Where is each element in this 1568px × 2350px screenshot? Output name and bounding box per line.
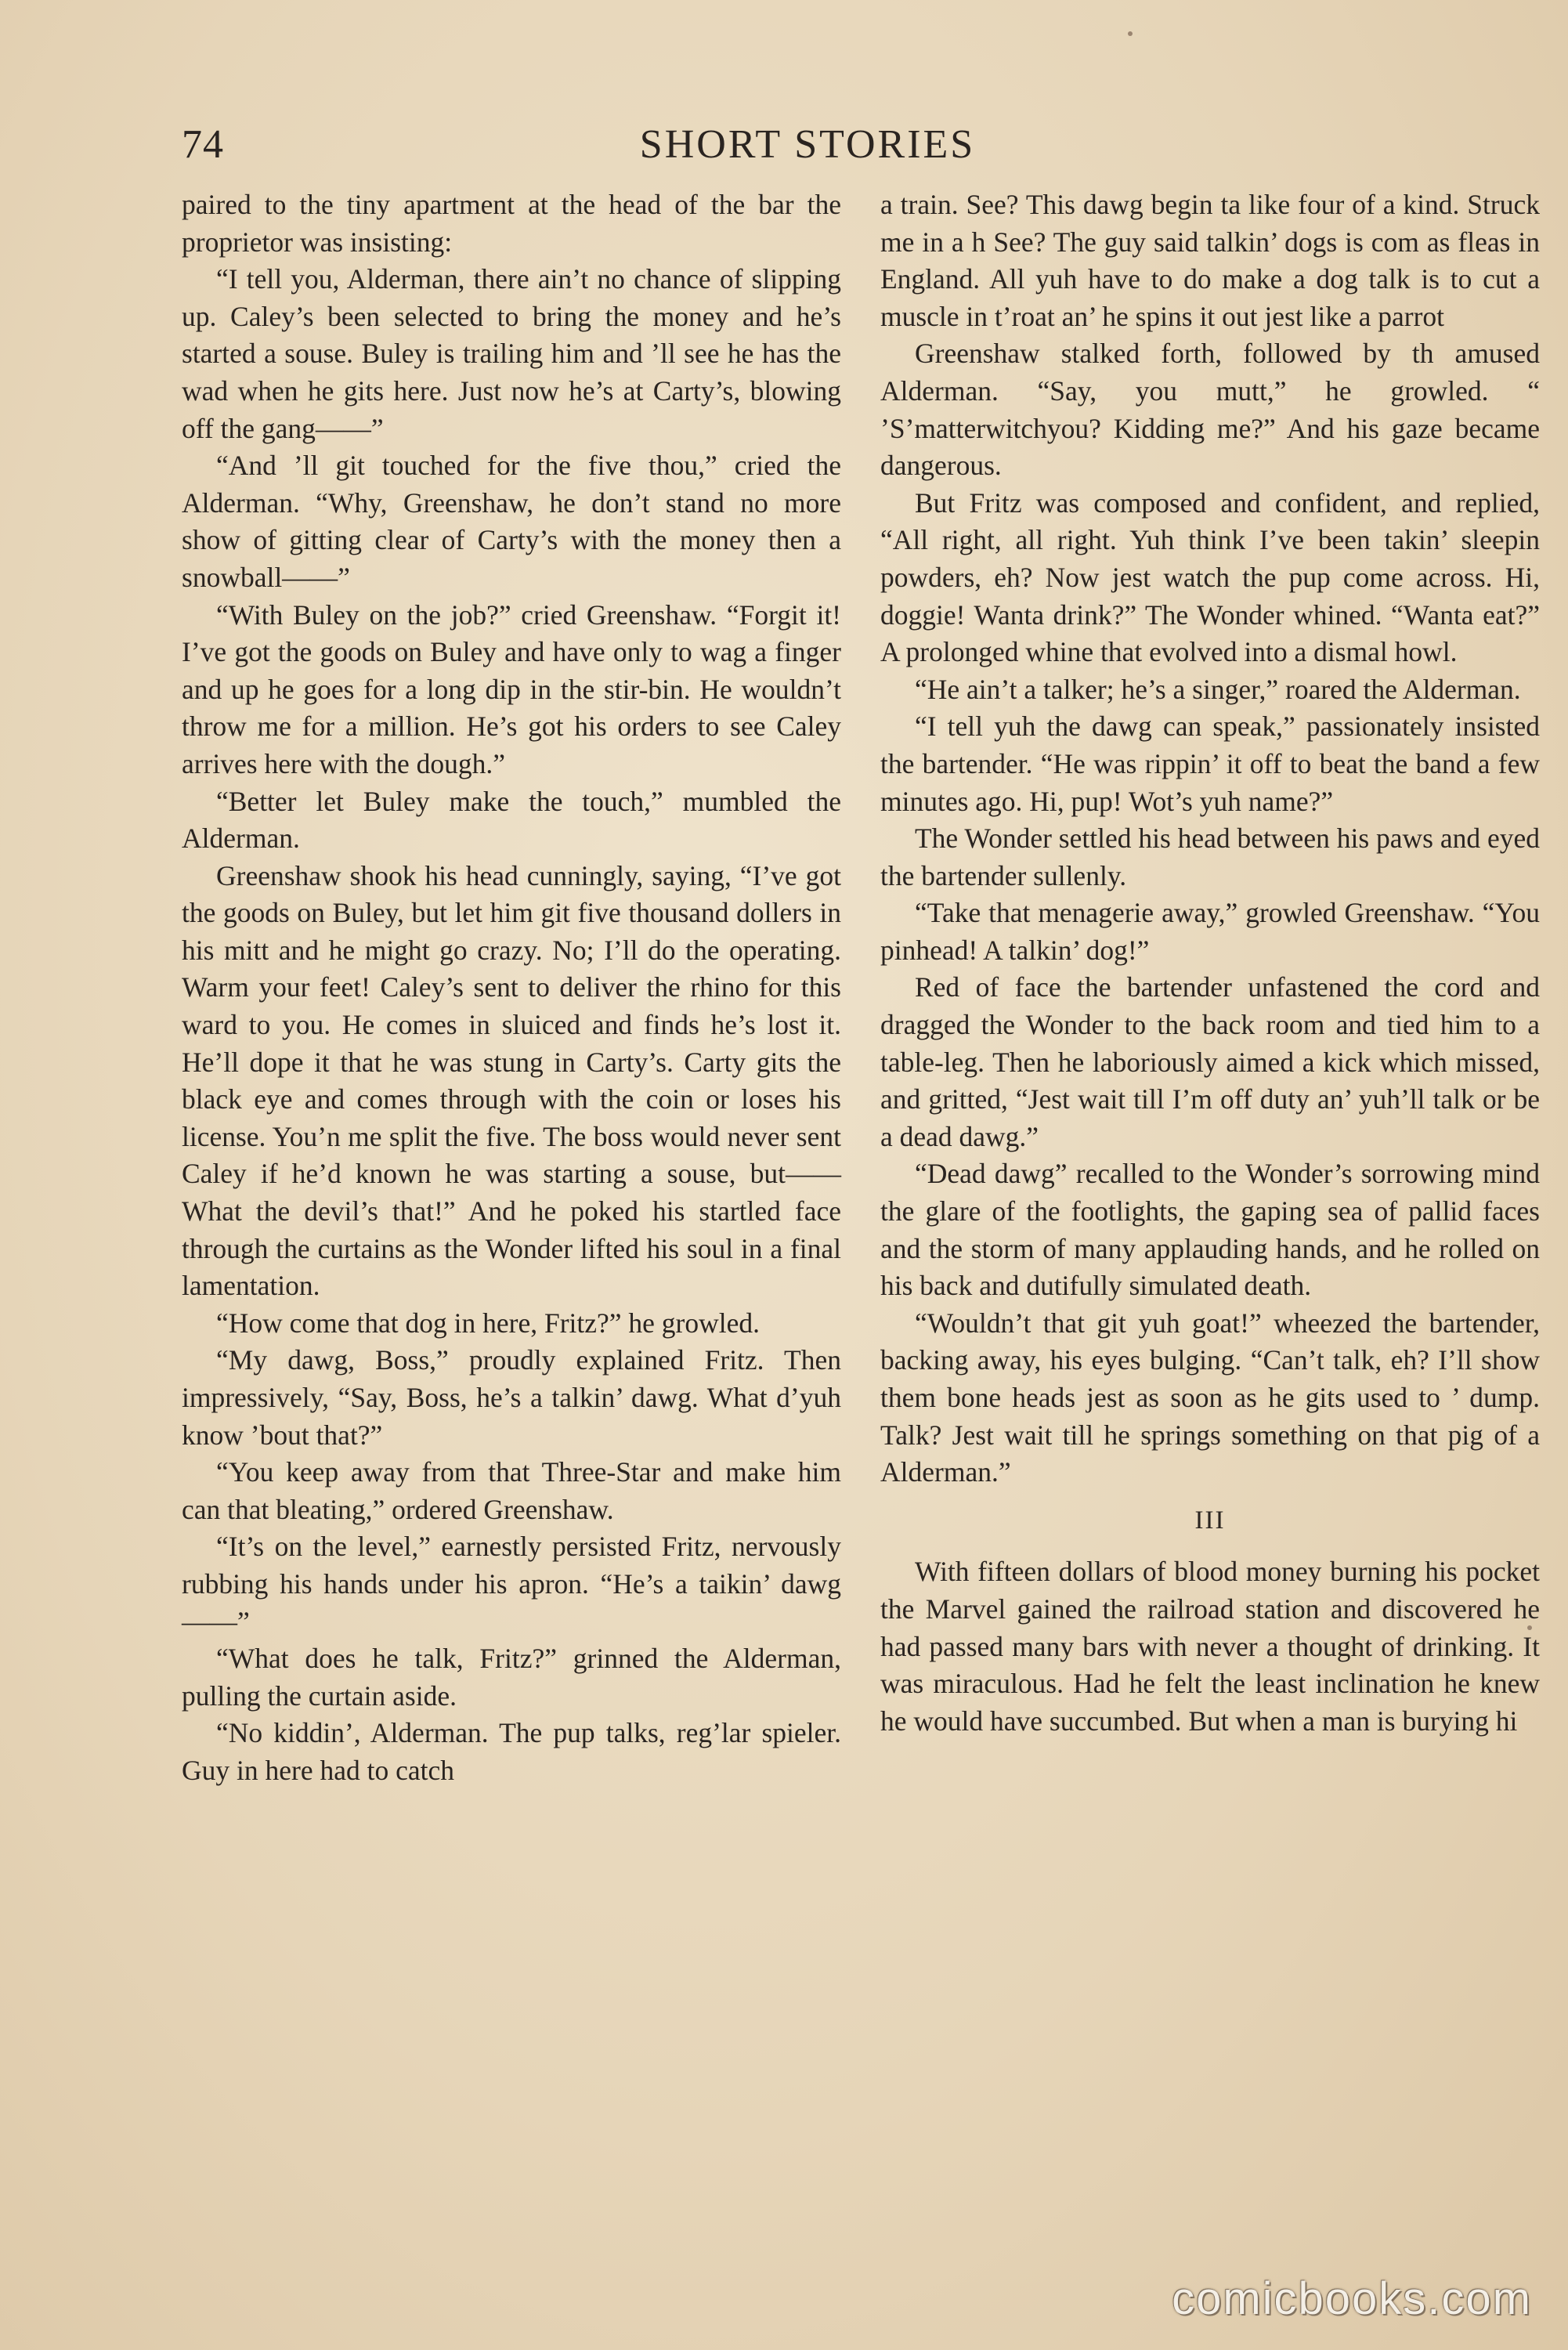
paragraph: Red of face the bartender unfastened the cord and dragged the Wonder to the back room and tied him to a table-leg. Then he laboriously aimed a kick which missed, and gritted, “Jest wait till I’m off duty an’ yuh’ll talk or be a dead dawg.” <box>880 971 1540 1152</box>
paragraph: “Wouldn’t that git yuh goat!” wheezed the bartender, backing away, his eyes bulging. “Can’t talk, eh? I’ll show them bone heads jest as soon as he gits used to ’ dump. Talk? Jest wait till he springs something on that pig of a Alderman.” <box>880 1307 1540 1488</box>
paragraph: “Dead dawg” recalled to the Wonder’s sorrowing mind the glare of the footlights, the gaping sea of pallid faces and the storm of many applauding hands, and he rolled on his back and dutifully simulated death. <box>880 1158 1540 1302</box>
running-head: SHORT STORIES <box>639 122 976 167</box>
paragraph: The Wonder settled his head between his paws and eyed the bartender sullenly. <box>880 822 1540 891</box>
paragraph: paired to the tiny apartment at the head of the bar the proprietor was insisting: <box>182 189 841 258</box>
paragraph: “What does he talk, Fritz?” grinned the Alderman, pulling the curtain aside. <box>182 1643 841 1712</box>
paper-speck <box>1128 31 1133 36</box>
paragraph: “And ’ll git touched for the five thou,” cried the Alderman. “Why, Greenshaw, he don’t stand no more show of gitting clear of Carty’s with the money then a snowball——” <box>182 450 841 593</box>
paragraph: “How come that dog in here, Fritz?” he growled. <box>216 1307 760 1339</box>
paragraph: “Take that menagerie away,” growled Greenshaw. “You pinhead! A talkin’ dog!” <box>880 897 1540 966</box>
paragraph: “I tell you, Alderman, there ain’t no chance of slipping up. Caley’s been selected to bring the money and he’s started a souse. Buley is trailing him and ’ll see he has the wad when he gits here. Just now he’s at Carty’s, blowing off the gang——” <box>182 263 841 444</box>
section-heading: III <box>1194 1506 1226 1535</box>
watermark: comicbooks.com <box>1172 2273 1532 2324</box>
paragraph: “It’s on the level,” earnestly persisted Fritz, nervously rubbing his hands under his apron. “He’s a taikin’ dawg——” <box>182 1531 841 1637</box>
paragraph: “You keep away from that Three-Star and make him can that bleating,” ordered Greenshaw. <box>182 1456 841 1525</box>
paragraph: Greenshaw stalked forth, followed by th amused Alderman. “Say, you mutt,” he growled. “ ’S’matterwitchyou? Kidding me?” And his gaze became dangerous. <box>880 338 1540 482</box>
left-column <box>182 186 841 1790</box>
paragraph: “My dawg, Boss,” proudly explained Fritz. Then impressively, “Say, Boss, he’s a talkin’ dawg. What d’yuh know ’bout that?” <box>182 1344 841 1451</box>
paragraph: “Better let Buley make the touch,” mumbled the Alderman. <box>182 785 841 855</box>
right-column <box>880 186 1540 1740</box>
paragraph: a train. See? This dawg begin ta like four of a kind. Struck me in a h See? The guy said talkin’ dogs is com as fleas in England. All yuh have to do make a dog talk is to cut a muscle in t’roat an’ he spins it out jest like a parrot <box>880 189 1540 332</box>
paragraph: “He ain’t a talker; he’s a singer,” roared the Alderman. <box>915 673 1521 705</box>
paragraph: With fifteen dollars of blood money burning his pocket the Marvel gained the railroad station and discovered he had passed many bars with never a thought of drinking. It was miraculous. Had he felt the least inclination he knew he would have succumbed. But when a man is burying hi <box>880 1556 1540 1737</box>
paragraph: “With Buley on the job?” cried Greenshaw. “Forgit it! I’ve got the goods on Buley and have only to wag a finger and up he goes for a long dip in the stir-bin. He wouldn’t throw me for a million. He’s got his orders to see Caley arrives here with the dough.” <box>182 598 841 779</box>
paragraph: “I tell yuh the dawg can speak,” passionately insisted the bartender. “He was rippin’ it off to beat the band a few minutes ago. Hi, pup! Wot’s yuh name?” <box>880 710 1540 817</box>
paragraph: Greenshaw shook his head cunningly, saying, “I’ve got the goods on Buley, but let him git five thousand dollers in his mitt and he might go crazy. No; I’ll do the operating. Warm your feet! Caley’s sent to deliver the rhino for this ward to you. He comes in sluiced and finds he’s lost it. He’ll dope it that he was stung in Carty’s. Carty gits the black eye and comes through with the coin or loses his license. You’n me split the five. The boss would never sent Caley if he’d known he was starting a souse, but—— What the devil’s that!” And he poked his startled face through the curtains as the Wonder lifted his soul in a final lamentation. <box>182 859 841 1302</box>
page-number: 74 <box>182 122 224 167</box>
paragraph: “No kiddin’, Alderman. The pup talks, reg’lar spieler. Guy in here had to catch <box>182 1717 841 1786</box>
paragraph: But Fritz was composed and confident, and replied, “All right, all right. Yuh think I’ve been takin’ sleepin powders, eh? Now jest watch the pup come across. Hi, doggie! Wanta drink?” The Wonder whined. “Wanta eat?” A prolonged whine that evolved into a dismal howl. <box>880 486 1540 668</box>
